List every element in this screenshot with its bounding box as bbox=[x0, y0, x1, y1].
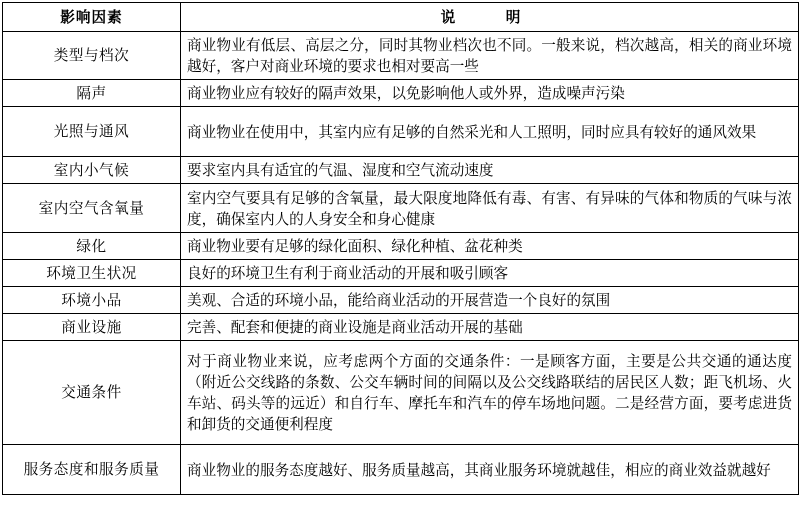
row-description: 商业物业在使用中，其室内应有足够的自然采光和人工照明，同时应具有较好的通风效果 bbox=[181, 107, 799, 157]
row-factor: 室内小气候 bbox=[3, 157, 181, 184]
table-row bbox=[3, 341, 799, 445]
row-description: 商业物业有低层、高层之分，同时其物业档次也不同。一般来说，档次越高，相关的商业环境越好，客户对商业环境的要求也相对要高一些 bbox=[181, 32, 799, 80]
row-factor: 绿化 bbox=[3, 233, 181, 260]
table-row bbox=[3, 80, 799, 107]
factors-table bbox=[2, 2, 799, 495]
table-row bbox=[3, 32, 799, 80]
row-factor: 室内空气含氧量 bbox=[3, 184, 181, 233]
row-factor: 服务态度和服务质量 bbox=[3, 445, 181, 495]
table-row bbox=[3, 157, 799, 184]
table-row bbox=[3, 260, 799, 287]
table-row bbox=[3, 107, 799, 157]
table-row bbox=[3, 314, 799, 341]
header-description: 说 明 bbox=[181, 3, 799, 32]
row-factor: 环境小品 bbox=[3, 287, 181, 314]
row-description: 完善、配套和便捷的商业设施是商业活动开展的基础 bbox=[181, 314, 799, 341]
table-row bbox=[3, 184, 799, 233]
row-factor: 交通条件 bbox=[3, 341, 181, 445]
row-description: 要求室内具有适宜的气温、湿度和空气流动速度 bbox=[181, 157, 799, 184]
table-header-row bbox=[3, 3, 799, 32]
row-description: 商业物业应有较好的隔声效果，以免影响他人或外界，造成噪声污染 bbox=[181, 80, 799, 107]
header-factor: 影响因素 bbox=[3, 3, 181, 32]
row-factor: 商业设施 bbox=[3, 314, 181, 341]
table-row bbox=[3, 287, 799, 314]
row-description: 商业物业要有足够的绿化面积、绿化种植、盆花种类 bbox=[181, 233, 799, 260]
row-factor: 隔声 bbox=[3, 80, 181, 107]
row-description: 美观、合适的环境小品，能给商业活动的开展营造一个良好的氛围 bbox=[181, 287, 799, 314]
row-factor: 光照与通风 bbox=[3, 107, 181, 157]
row-description: 对于商业物业来说，应考虑两个方面的交通条件：一是顾客方面，主要是公共交通的通达度（附近公交线路的条数、公交车辆时间的间隔以及公交线路联结的居民区人数；距飞机场、火车站、码头等的远近）和自行车、摩托车和汽车的停车场地问题。二是经营方面，要考虑进货和卸货的交通便利程度 bbox=[181, 341, 799, 445]
table-row bbox=[3, 233, 799, 260]
table-row bbox=[3, 445, 799, 495]
row-description: 良好的环境卫生有利于商业活动的开展和吸引顾客 bbox=[181, 260, 799, 287]
row-factor: 类型与档次 bbox=[3, 32, 181, 80]
row-factor: 环境卫生状况 bbox=[3, 260, 181, 287]
row-description: 商业物业的服务态度越好、服务质量越高，其商业服务环境就越佳，相应的商业效益就越好 bbox=[181, 445, 799, 495]
row-description: 室内空气要具有足够的含氧量，最大限度地降低有毒、有害、有异味的气体和物质的气味与浓度，确保室内人的人身安全和身心健康 bbox=[181, 184, 799, 233]
